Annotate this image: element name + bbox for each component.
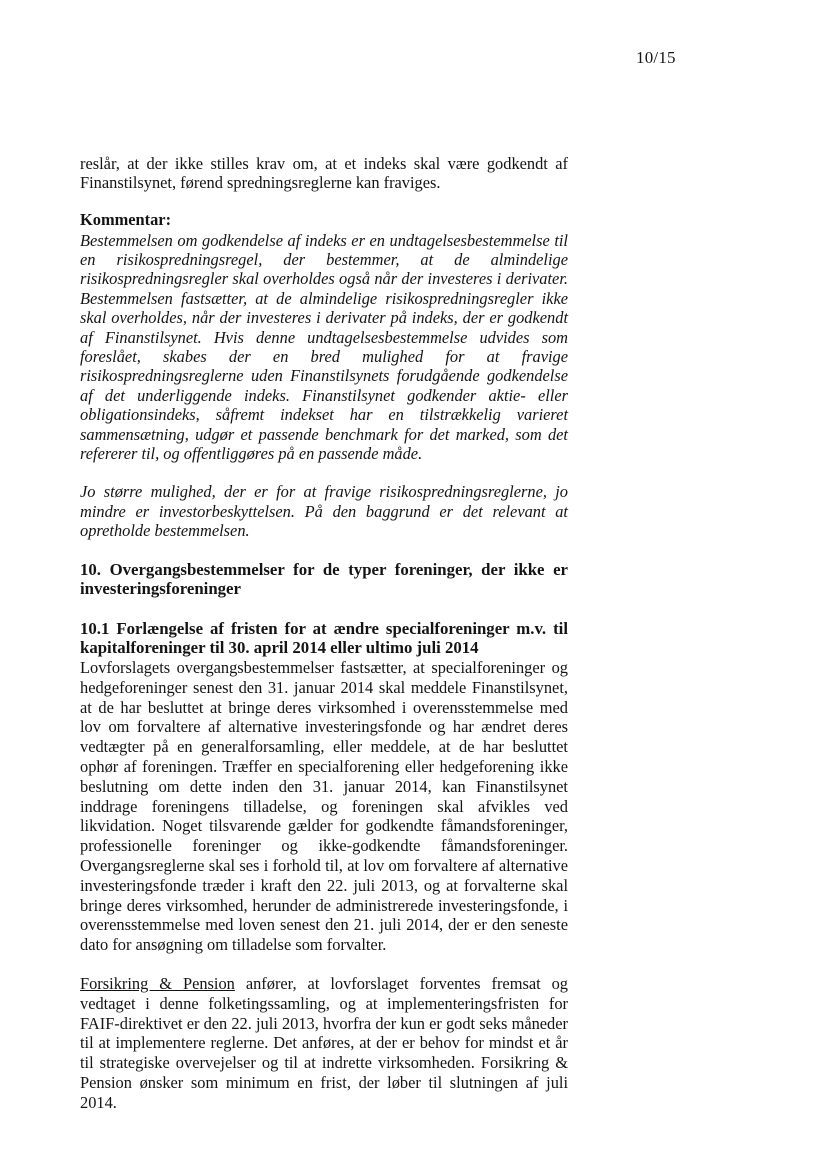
organization-name: Forsikring & Pension	[80, 974, 235, 994]
section-10-1-heading: 10.1 Forlængelse af fristen for at ændre specialforeninger m.v. til kapitalforeninger til 30. april 2014 eller ultimo juli 2014	[80, 618, 568, 658]
comment-block	[80, 210, 568, 540]
section-10-heading: 10. Overgangsbestemmelser for de typer foreninger, der ikke er investeringsforeninger	[80, 559, 568, 599]
page-number: 10/15	[636, 48, 676, 67]
intro-paragraph: reslår, at der ikke stilles krav om, at et indeks skal være godkendt af Finanstilsynet, førend spredningsreglerne kan fraviges.	[80, 154, 568, 193]
comment-heading: Kommentar:	[80, 210, 172, 230]
section-10-1-paragraph-2	[80, 974, 568, 1113]
comment-paragraph-2: Jo større mulighed, der er for at fravige risikospredningsreglerne, jo mindre er investorbeskyttelsen. På den baggrund er det relevant at opretholde bestemmelsen.	[80, 482, 568, 541]
paragraph-2-text: anfører, at lovforslaget forventes fremsat og vedtaget i denne folketingssamling, og at implementeringsfristen for FAIF-direktivet er den 22. juli 2013, hvorfra der kun er godt seks måneder til at implementere reglerne. Det anføres, at der er behov for mindst et år til strategiske overvejelser og til at indrette virksomheden. Forsikring & Pension ønsker som minimum en frist, der løber til slutningen af juli 2014.	[80, 974, 569, 1112]
comment-paragraph-1: Bestemmelsen om godkendelse af indeks er en undtagelsesbestemmelse til en risikospredningsregel, der bestemmer, at de almindelige risikospredningsregler skal overholdes også når der investeres i derivater. Bestemmelsen fastsætter, at de almindelige risikospredningsregler ikke skal overholdes, når der investeres i derivater på indeks, der er godkendt af Finanstilsynet. Hvis denne undtagelsesbestemmelse udvides som foreslået, skabes der en bred mulighed for at fravige risikospredningsreglerne uden Finanstilsynets forudgående godkendelse af det underliggende indeks. Finanstilsynet godkender aktie- eller obligationsindeks, såfremt indekset har en tilstrækkelig varieret sammensætning, udgør et passende benchmark for det marked, som det refererer til, og offentliggøres på en passende måde.	[80, 230, 568, 464]
document-body	[80, 154, 568, 1132]
section-10-1-paragraph-1: Lovforslagets overgangsbestemmelser fastsætter, at specialforeninger og hedgeforeninger senest den 31. januar 2014 skal meddele Finanstilsynet, at de har besluttet at bringe deres virksomhed i overensstemmelse med lov om forvaltere af alternative investeringsfonde og har ændret deres vedtægter på en generalforsamling, eller meddele, at de har besluttet ophør af foreningen. Træffer en specialforening eller hedgeforening ikke beslutning om dette inden den 31. januar 2014, kan Finanstilsynet inddrage foreningens tilladelse, og foreningen skal afvikles ved likvidation. Noget tilsvarende gælder for godkendte fåmandsforeninger, professionelle foreninger og ikke-godkendte fåmandsforeninger. Overgangsreglerne skal ses i forhold til, at lov om forvaltere af alternative investeringsfonde træder i kraft den 22. juli 2013, og at forvalterne skal bringe deres virksomhed, herunder de administrerede investeringsfonde, i overensstemmelse med loven senest den 21. juli 2014, der er den seneste dato for ansøgning om tilladelse som forvalter.	[80, 658, 568, 955]
